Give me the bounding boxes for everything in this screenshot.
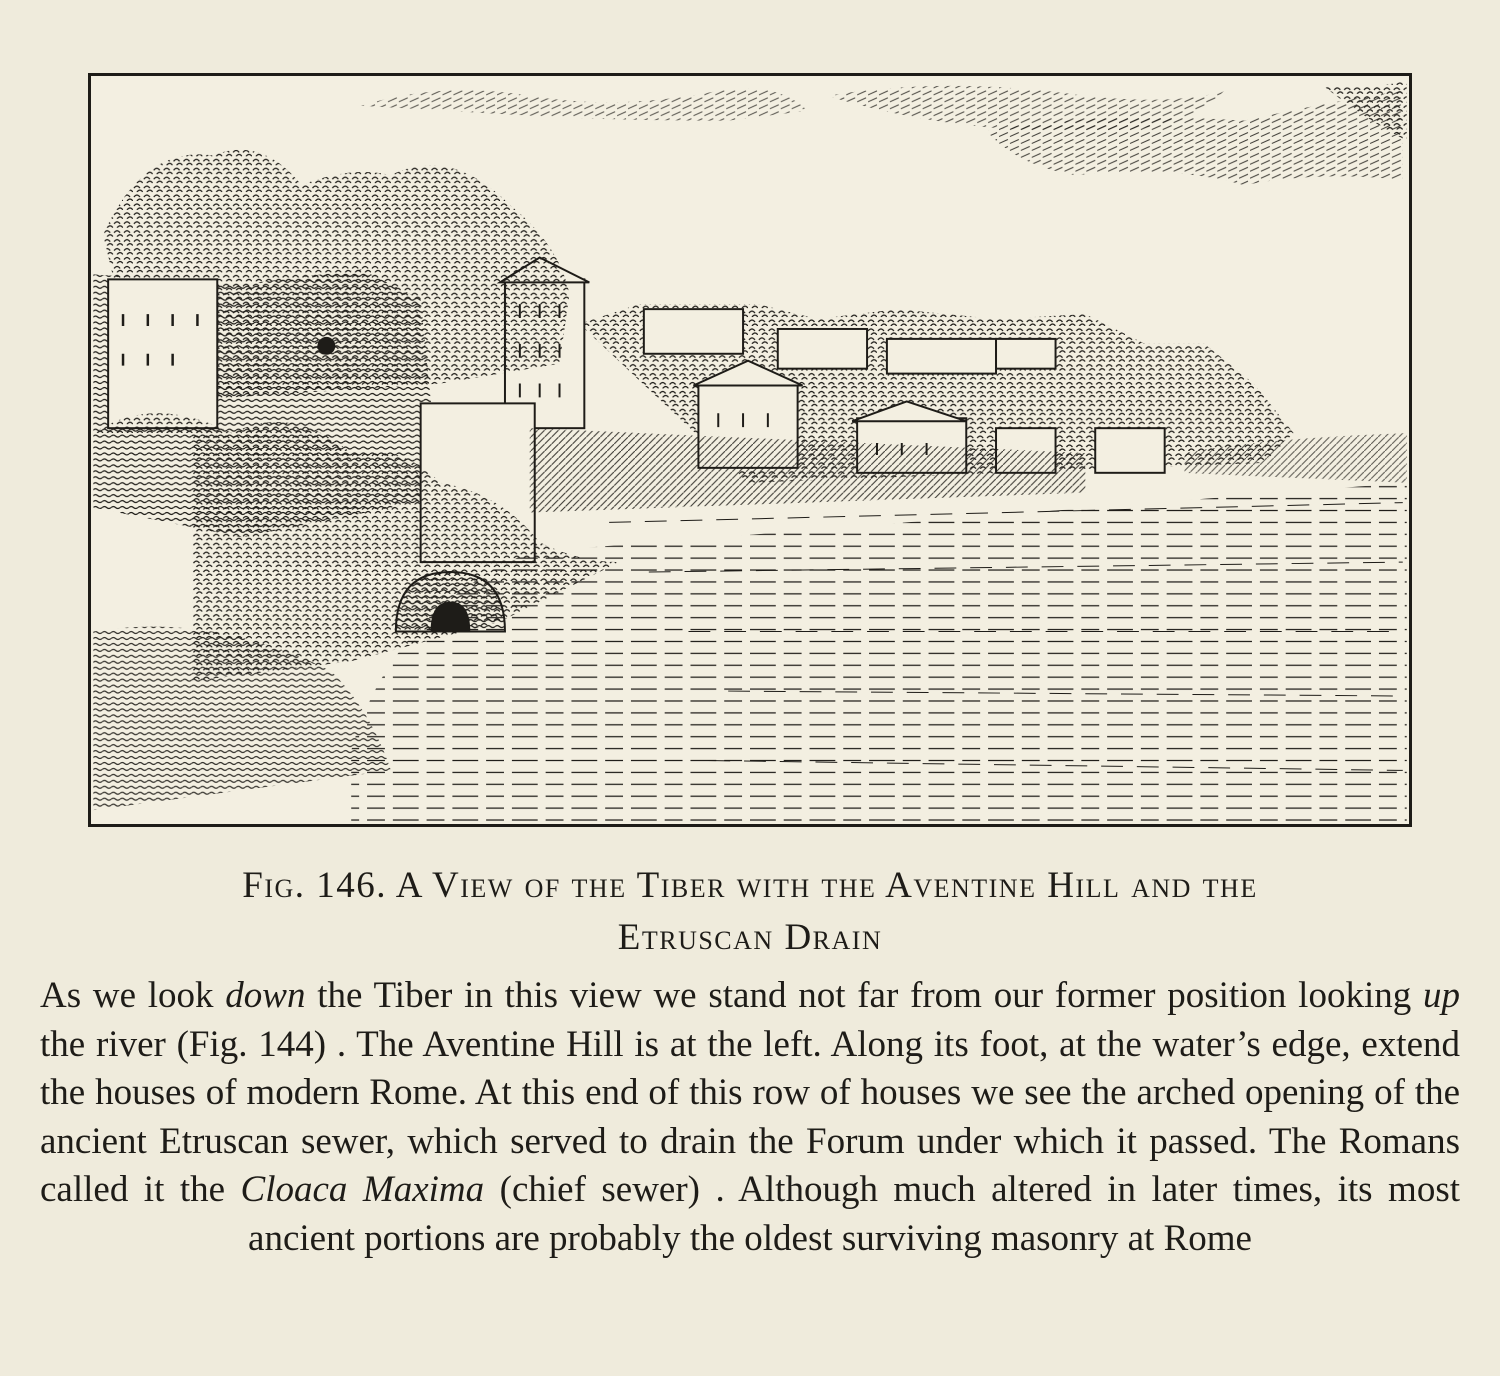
description-emphasis-down: down: [225, 975, 306, 1016]
figure-caption: [40, 860, 1460, 964]
caption-line-1: Fig. 146. A View of the Tiber with the Aventine Hill and the: [242, 865, 1258, 906]
description-emphasis-cloaca-maxima: Cloaca Maxima: [240, 1169, 485, 1210]
description-text-2: the Tiber in this view we stand not far from our former position looking: [305, 975, 1423, 1016]
figure-description: [40, 972, 1460, 1263]
engraving-illustration: [88, 73, 1412, 827]
description-text-3: the river (Fig. 144) . The Aventine Hill is at the left. Along its foot, at the water’s edge, extend the houses of modern Rome. At this end of this row of houses we see the arched opening of the ancient Etruscan sewer, which served to drain the Forum under which it passed. The Romans called it the: [40, 1023, 1460, 1210]
description-text-1: As we look: [40, 975, 226, 1016]
tiber-aventine-drawing: [91, 76, 1409, 824]
description-emphasis-up: up: [1422, 975, 1460, 1016]
description-text-4: (chief sewer) . Although much altered in later times, its most ancient portions are probably the oldest surviving masonry at Rome: [248, 1169, 1461, 1259]
caption-line-2: Etruscan Drain: [617, 917, 883, 958]
